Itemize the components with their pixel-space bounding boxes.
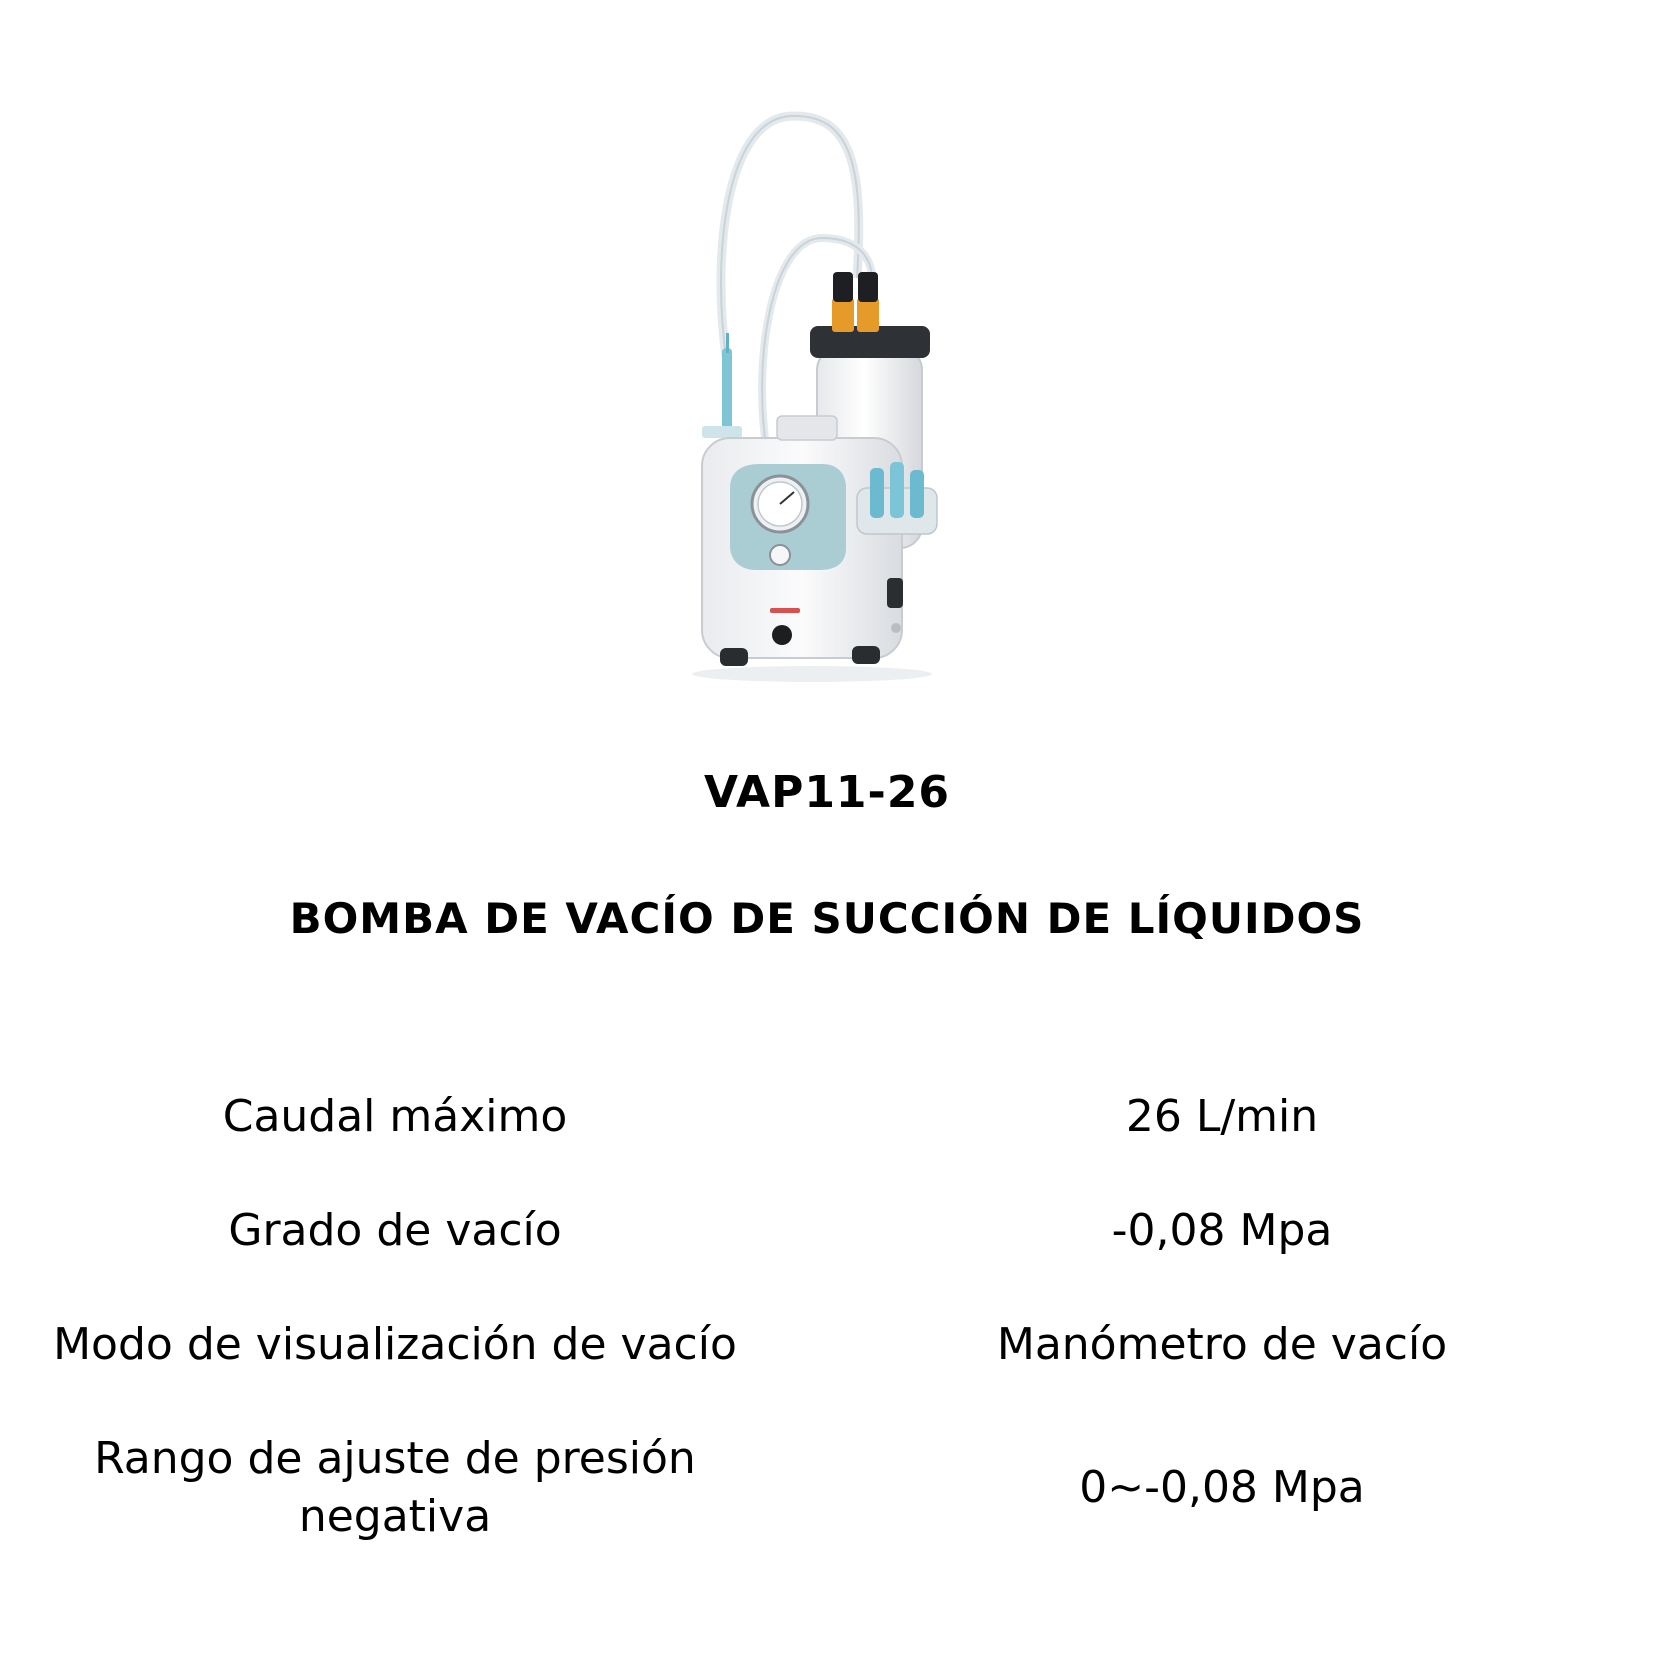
spec-value: -0,08 Mpa [1111, 1205, 1333, 1256]
spec-label: Grado de vacío [228, 1205, 562, 1256]
spec-row [0, 1430, 1654, 1546]
spec-row [0, 1316, 1654, 1374]
product-model: VAP11-26 [703, 767, 951, 818]
product-photo [682, 108, 982, 708]
spec-value: 26 L/min [1125, 1091, 1319, 1142]
spec-label: Modo de visualización de vacío [53, 1319, 737, 1370]
spec-label: Caudal máximo [222, 1091, 568, 1142]
spec-row [0, 1202, 1654, 1260]
spec-value: Manómetro de vacío [996, 1319, 1448, 1370]
spec-row [0, 1088, 1654, 1146]
vacuum-pump-illustration [682, 108, 982, 708]
product-title: BOMBA DE VACÍO DE SUCCIÓN DE LÍQUIDOS [289, 894, 1365, 943]
spec-value: 0~-0,08 Mpa [1079, 1462, 1365, 1513]
spec-table [0, 1088, 1654, 1546]
spec-label: Rango de ajuste de presión negativa [94, 1433, 696, 1542]
